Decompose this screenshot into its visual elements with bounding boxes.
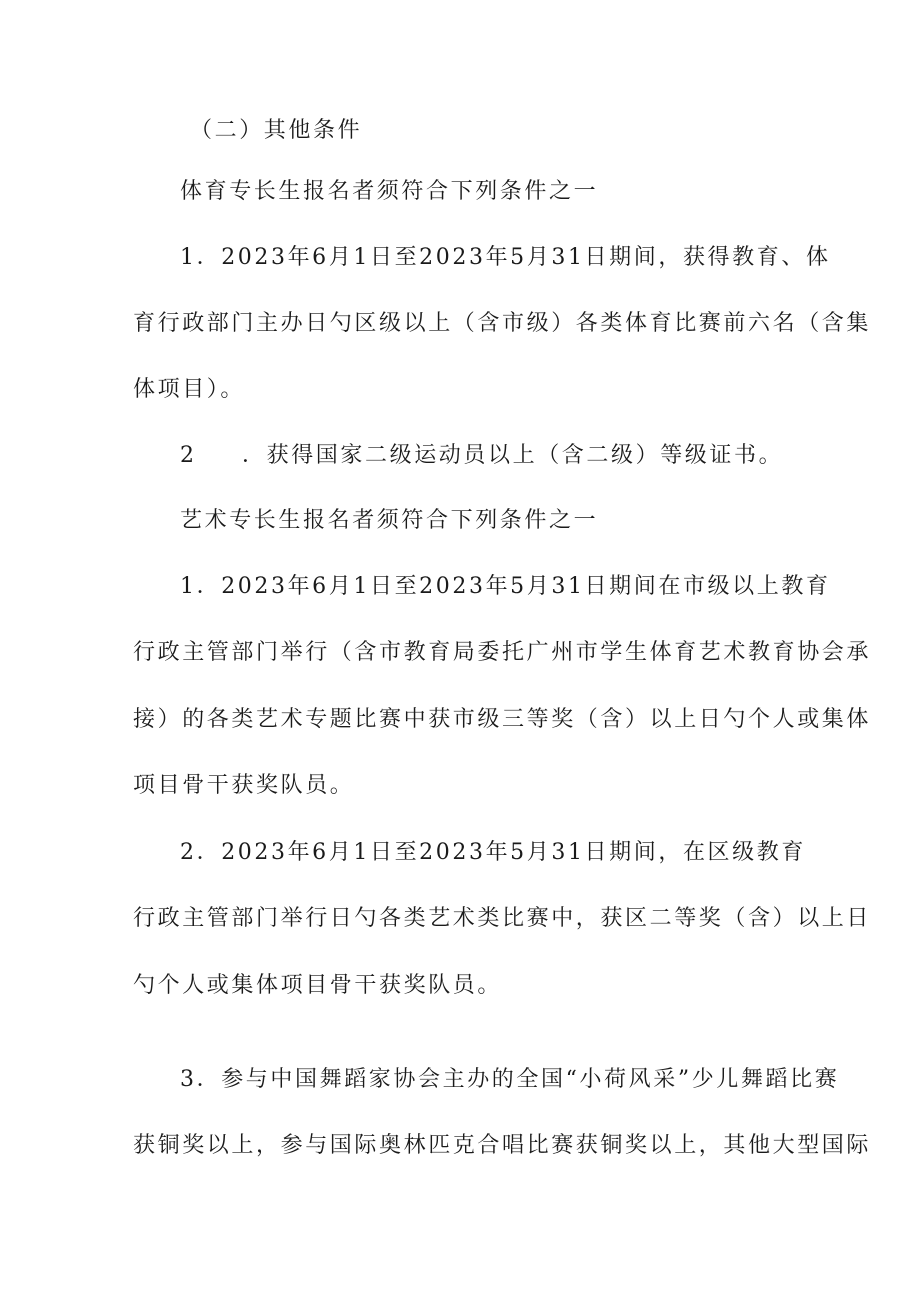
arts-item2-line1: 2．2023年6月1日至2023年5月31日期间，在区级教育 [180,840,806,865]
arts-item1-line3: 接）的各类艺术专题比赛中获市级三等奖（含）以上日勺个人或集体 [133,707,872,732]
sports-item1-line3: 体项目）。 [133,377,246,402]
arts-item2-line3: 勺个人或集体项目骨干获奖队员。 [133,973,503,998]
sports-intro: 体育专长生报名者须符合下列条件之一 [180,179,599,204]
arts-item1-line1: 1．2023年6月1日至2023年5月31日期间在市级以上教育 [180,574,831,599]
sports-item2-number: 2 [180,443,197,468]
arts-item3-line1: 3．参与中国舞蹈家协会主办的全国“小荷风采”少儿舞蹈比赛 [180,1067,840,1092]
section-heading: （二）其他条件 [190,118,363,143]
arts-item1-line2: 行政主管部门举行（含市教育局委托广州市学生体育艺术教育协会承 [133,640,872,665]
sports-item1-line2: 育行政部门主办日勺区级以上（含市级）各类体育比赛前六名（含集 [133,311,872,336]
sports-item2-text: ．获得国家二级运动员以上（含二级）等级证书。 [242,443,784,468]
arts-item3-line2: 获铜奖以上，参与国际奥林匹克合唱比赛获铜奖以上，其他大型国际 [133,1133,872,1158]
arts-intro: 艺术专长生报名者须符合下列条件之一 [180,508,599,533]
arts-item1-line4: 项目骨干获奖队员。 [133,773,355,798]
sports-item1-line1: 1．2023年6月1日至2023年5月31日期间，获得教育、体 [180,245,831,270]
sports-item2 [180,441,783,471]
arts-item2-line2: 行政主管部门举行日勺各类艺术类比赛中，获区二等奖（含）以上日 [133,906,872,931]
